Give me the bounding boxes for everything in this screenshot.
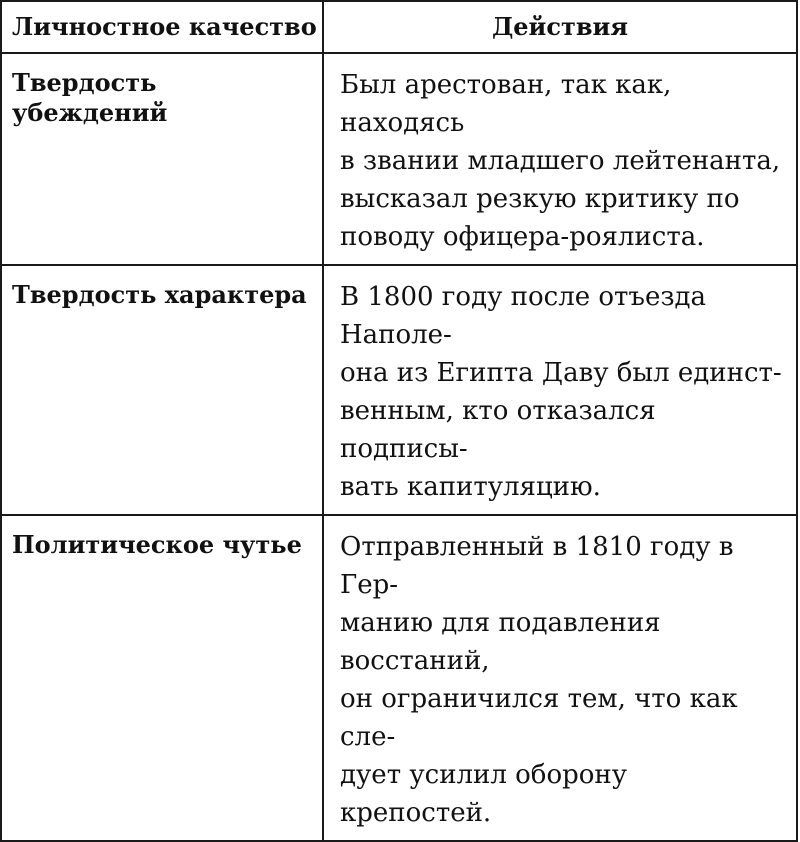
quality-cell: Политическое чутье (1, 515, 323, 841)
table-row (1, 53, 797, 265)
table-row (1, 265, 797, 515)
table-body (1, 53, 797, 841)
actions-cell: Был арестован, так как, находясь в звании младшего лейтенанта, высказал резкую критику по поводу офицера-роялиста. (323, 53, 797, 265)
actions-cell: В 1800 году после отъезда Наполе- она из Египта Даву был единст- венным, кто отказался подписы- вать капитуляцию. (323, 265, 797, 515)
quality-cell: Твердость характера (1, 265, 323, 515)
header-quality: Личностное качество (1, 1, 323, 53)
quality-cell: Твердость убеждений (1, 53, 323, 265)
table-row (1, 515, 797, 841)
header-row (1, 1, 797, 53)
header-actions: Действия (323, 1, 797, 53)
table-header (1, 1, 797, 53)
actions-cell: Отправленный в 1810 году в Гер- манию для подавления восстаний, он ограничился тем, что как сле- дует усилил оборону крепостей. (323, 515, 797, 841)
